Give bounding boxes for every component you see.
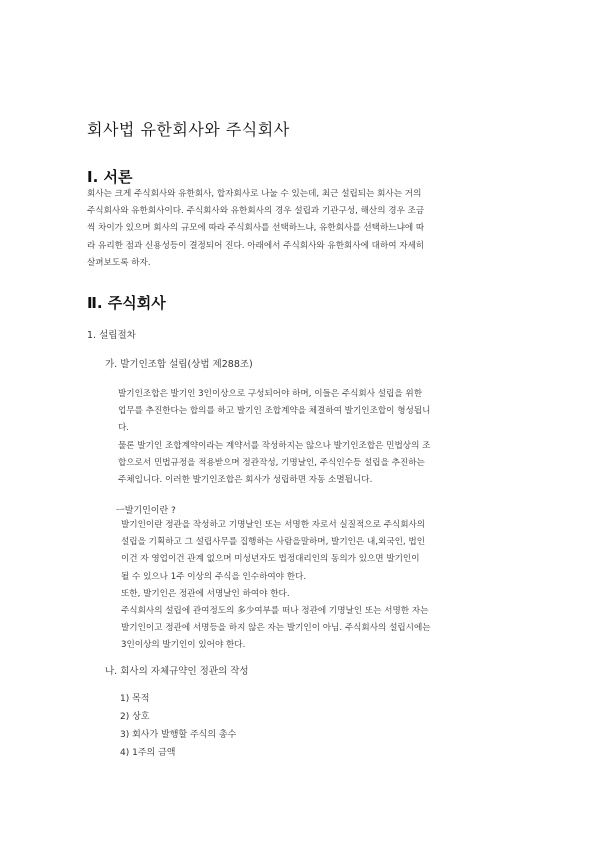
paragraph-line: 또한, 발기인은 정관에 서명날인 하여야 한다. [121, 588, 290, 599]
paragraph-line: 이건 자 영업이건 관계 없으며 미성년자도 법정대리인의 동의가 있으면 발기인이 [121, 554, 420, 565]
intro-paragraph [87, 186, 515, 272]
paragraph-line: 발기인이고 정관에 서명등을 하지 않은 자는 발기인이 아님. 주식회사의 설립시에는 [121, 623, 431, 634]
list-item: 2) 상호 [120, 712, 150, 722]
subsection-establishment: 1. 설립절차 [87, 330, 136, 341]
paragraph-line: 주식회사와 유한회사이다. 주식회사와 유한회사의 경우 설립과 기관구성, 해산의 경우 조금 [87, 206, 425, 217]
document-title: 회사법 유한회사와 주식회사 [87, 120, 290, 139]
paragraph-line: 물론 발기인 조합계약이라는 계약서를 작성하지는 않으나 발기인조합은 민법상의 조 [118, 440, 431, 451]
list-item: 1) 목적 [120, 694, 150, 704]
subsection-articles: 나. 회사의 자체규약인 정관의 작성 [105, 666, 249, 677]
paragraph-line: 3인이상의 발기인이 있어야 한다. [121, 640, 246, 651]
section-heading-corporation: Ⅱ. 주식회사 [87, 294, 166, 312]
paragraph-line: 업무를 추진한다는 합의를 하고 발기인 조합계약을 체결하여 발기인조합이 형성됩니 [118, 406, 431, 417]
articles-list [120, 690, 236, 762]
paragraph-line: 회사는 크게 주식회사와 유한회사, 합자회사로 나눌 수 있는데, 최근 설립되는 회사는 거의 [87, 189, 422, 199]
paragraph-line: 합으로서 민법규정을 적용받으며 정관작성, 기명날인, 주식인수등 설립을 추진하는 [118, 457, 425, 468]
paragraph-line: 살펴보도록 하자. [87, 257, 151, 268]
promoter-union-paragraph [118, 386, 518, 489]
paragraph-line: 발기인이란 정관을 작성하고 기명날인 또는 서명한 자로서 실질적으로 주식회사의 [121, 520, 426, 530]
paragraph-line: 씩 차이가 있으며 회사의 규모에 따라 주식회사를 선택하느냐, 유한회사를 선택하느냐에 따 [87, 223, 425, 234]
subsection-promoter-union: 가. 발기인조합 설립(상법 제288조) [105, 359, 253, 370]
promoter-definition-paragraph [121, 517, 517, 655]
list-item: 3) 회사가 발행할 주식의 총수 [120, 730, 237, 740]
paragraph-line: 다. [118, 423, 130, 434]
paragraph-line: 라 유리한 점과 신용성등이 결정되어 진다. 아래에서 주식회사와 유한회사에 대하여 자세히 [87, 240, 425, 251]
paragraph-line: 발기인조합은 발기인 3인이상으로 구성되어야 하며, 이들은 주식회사 설립을 위한 [118, 389, 423, 399]
paragraph-line: 될 수 있으나 1주 이상의 주식을 인수하여야 한다. [121, 571, 307, 582]
section-heading-intro: Ⅰ. 서론 [87, 168, 133, 186]
promoter-definition-label: ㅡ발기인이란 ? [116, 506, 176, 516]
paragraph-line: 주식회사의 설립에 관여정도의 多少여부를 떠나 정관에 기명날인 또는 서명한 자는 [121, 606, 429, 617]
paragraph-line: 주체입니다. 이러한 발기인조합은 회사가 성립하면 자동 소멸됩니다. [118, 475, 373, 486]
paragraph-line: 설립을 기획하고 그 설립사무를 집행하는 사람을말하며, 발기인은 내,외국인, 법인 [121, 537, 426, 548]
list-item: 4) 1주의 금액 [120, 748, 176, 758]
